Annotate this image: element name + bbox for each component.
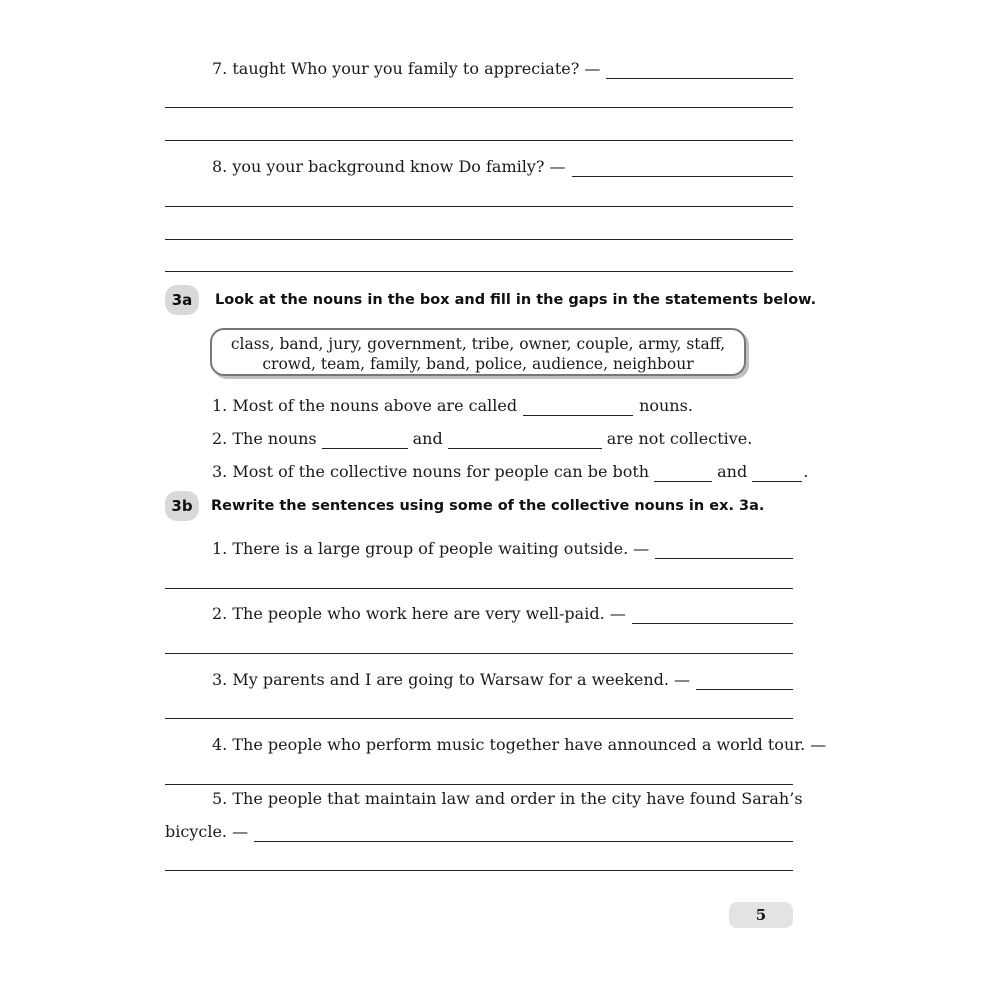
answer-line[interactable] — [165, 784, 793, 785]
noun-box-line-1: class, band, jury, government, tribe, owner, couple, army, staff, — [230, 335, 726, 353]
rewrite-2-blank[interactable] — [632, 607, 793, 624]
rewrite-3-blank[interactable] — [696, 673, 793, 690]
exercise-3b-badge: 3b — [165, 491, 199, 521]
rewrite-2-text: 2. The people who work here are very well-paid. — — [212, 604, 626, 623]
statement-2-text-a: 2. The nouns — [212, 429, 317, 448]
question-7-text: 7. taught Who your you family to appreciate? — — [212, 59, 601, 78]
question-8-text: 8. you your background know Do family? — — [212, 157, 566, 176]
statement-1-text-a: 1. Most of the nouns above are called — [212, 396, 518, 415]
exercise-3b-instruction: Rewrite the sentences using some of the collective nouns in ex. 3a. — [211, 498, 765, 514]
answer-line[interactable] — [165, 718, 793, 719]
statement-1-text-b: nouns. — [639, 396, 693, 415]
rewrite-5-text: bicycle. — — [165, 822, 249, 841]
rewrite-3-text: 3. My parents and I are going to Warsaw for a weekend. — — [212, 670, 691, 689]
statement-2-gap-1[interactable] — [322, 432, 408, 449]
statement-2-gap-2[interactable] — [448, 432, 602, 449]
answer-line[interactable] — [165, 588, 793, 589]
statement-3-text-a: 3. Most of the collective nouns for people can be both — [212, 462, 650, 481]
exercise-3a-instruction: Look at the nouns in the box and fill in the gaps in the statements below. — [215, 292, 817, 308]
answer-line[interactable] — [165, 206, 793, 207]
exercise-3b-header — [165, 491, 764, 521]
rewrite-4-text: 4. The people who perform music together have announced a world tour. — — [212, 735, 827, 754]
answer-line[interactable] — [165, 870, 793, 871]
statement-2-text-c: are not collective. — [606, 429, 753, 448]
answer-line[interactable] — [165, 239, 793, 240]
statement-3 — [212, 462, 808, 482]
rewrite-5 — [165, 822, 793, 842]
rewrite-1-text: 1. There is a large group of people waiting outside. — — [212, 539, 650, 558]
answer-line[interactable] — [165, 271, 793, 272]
noun-box-line-2: crowd, team, family, band, police, audience, neighbour — [262, 355, 694, 373]
rewrite-4 — [212, 735, 826, 755]
question-8 — [212, 157, 793, 177]
statement-3-text-b: and — [717, 462, 748, 481]
answer-blank-8[interactable] — [572, 160, 793, 177]
rewrite-3 — [212, 670, 793, 690]
answer-line[interactable] — [165, 140, 793, 141]
exercise-3a-badge: 3a — [165, 285, 199, 315]
statement-3-gap-1[interactable] — [654, 465, 712, 482]
statement-2-text-b: and — [412, 429, 443, 448]
rewrite-1 — [212, 539, 793, 559]
rewrite-2 — [212, 604, 793, 624]
answer-line[interactable] — [165, 107, 793, 108]
rewrite-5-blank[interactable] — [254, 825, 793, 842]
statement-3-gap-2[interactable] — [752, 465, 802, 482]
noun-box — [210, 328, 746, 376]
question-7 — [212, 59, 793, 79]
answer-line[interactable] — [165, 653, 793, 654]
page-number: 5 — [729, 902, 793, 928]
statement-1-gap[interactable] — [523, 399, 633, 416]
answer-blank-7[interactable] — [606, 62, 793, 79]
exercise-3a-header — [165, 285, 816, 315]
statement-1 — [212, 396, 693, 416]
rewrite-1-blank[interactable] — [655, 542, 793, 559]
statement-2 — [212, 429, 752, 449]
rewrite-5-line-1: 5. The people that maintain law and order in the city have found Sarah’s — [212, 789, 803, 808]
statement-3-text-c: . — [803, 462, 809, 481]
